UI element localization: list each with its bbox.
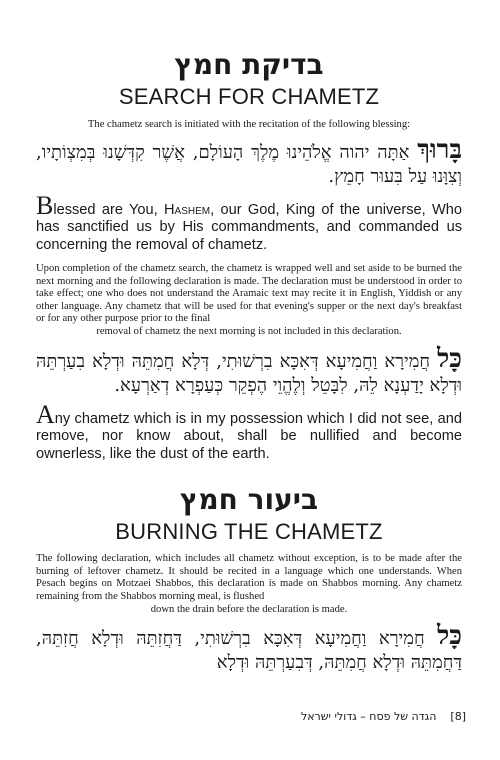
page-number: [8]	[450, 710, 466, 723]
drop-cap-a: A	[36, 399, 55, 429]
burning-declaration-hebrew	[36, 621, 462, 675]
hebrew-title-burning: ביעור חמץ	[179, 483, 319, 517]
blessing-first-word: בָּרוּךְ	[417, 134, 462, 165]
blessing-translation	[36, 190, 463, 255]
search-intro: The chametz search is initiated with the recitation of the following blessing:	[87, 119, 411, 130]
burning-instructions-body: The following declaration, which includes all chametz without exception, is to be made after the burning of leftover chametz. It should be recited in a language which one understands. When Pesach begins on Motzaei Shabbos, this declaration is made on Shabbos morning. Any chametz remaining from the Shabbos morning meal, is flushed	[36, 553, 462, 602]
page-footer	[252, 710, 466, 723]
burning-declaration-text: חֲמִירָא וַחֲמִיעָא דְּאִכָּא בִרְשׁוּתִי, דַּחֲזִתֵּהּ וּדְלָא חֲזִתֵּהּ, דַּחֲמִתֵּהּ וּדְלָא חֲמִתֵּהּ, דְּבִעַרְתֵּהּ וּדְלָא	[36, 628, 462, 674]
haggadah-page	[36, 48, 462, 675]
english-title-burning: BURNING THE CHAMETZ	[115, 519, 383, 545]
english-title-search: SEARCH FOR CHAMETZ	[118, 84, 380, 109]
running-title: הגדה של פסח – גדולי ישראל	[300, 710, 437, 723]
burning-instructions-last: down the drain before the declaration is made.	[150, 603, 348, 615]
declaration-first-word: כָּל	[437, 343, 462, 374]
hashem-word: Hashem	[164, 201, 211, 218]
nullification-declaration-hebrew	[36, 343, 462, 398]
search-instructions-body: Upon completion of the chametz search, the chametz is wrapped well and set aside to be burned the next morning and the following declaration is made. The declaration must be understood in order to take effect; one who does not understand the Aramaic text may recite it in English, Yiddish or any other language. Any chametz that will be used for that evening's supper or the next day's breakfast or for any other purpose prior to the final	[36, 263, 462, 325]
blessing-hebrew	[36, 134, 462, 189]
burning-instructions	[36, 553, 462, 616]
blessing-translation-part-b: , our God, King of the universe, Who has sanctified us by His commandments, and commanded us concerning the removal of chametz.	[36, 201, 463, 253]
drop-cap-b: B	[36, 190, 54, 220]
nullification-translation-text: ny chametz which is in my possession which I did not see, and remove, nor know about, shall be nullified and become ownerless, like the dust of the earth.	[36, 410, 462, 462]
burning-declaration-first-word: כָּל	[437, 621, 462, 652]
blessing-text: אַתָּה יהוה אֱלֹהֵינוּ מֶלֶךְ הָעוֹלָם, אֲשֶׁר קִדְּשָׁנוּ בְּמִצְוֹתָיו, וְצִוָּנוּ עַל בִּעוּר חָמֵץ.	[36, 141, 462, 187]
hebrew-title-search: בדיקת חמץ	[174, 48, 324, 81]
search-instructions	[36, 263, 462, 339]
blessing-translation-part-a: lessed are You,	[53, 201, 164, 218]
declaration-text: חֲמִירָא וַחֲמִיעָא דְּאִכָּא בִרְשׁוּתִי, דְּלָא חֲמִתֵּהּ וּדְלָא בִעַרְתֵּהּ וּדְלָא יָדַעְנָא לֵהּ, לִבָּטֵל וְלֶהֱוֵי הֶפְקֵר כְּעַפְרָא דְאַרְעָא.	[36, 350, 462, 396]
nullification-translation	[36, 399, 462, 464]
search-instructions-last: removal of chametz the next morning is not included in this declaration.	[96, 326, 402, 338]
